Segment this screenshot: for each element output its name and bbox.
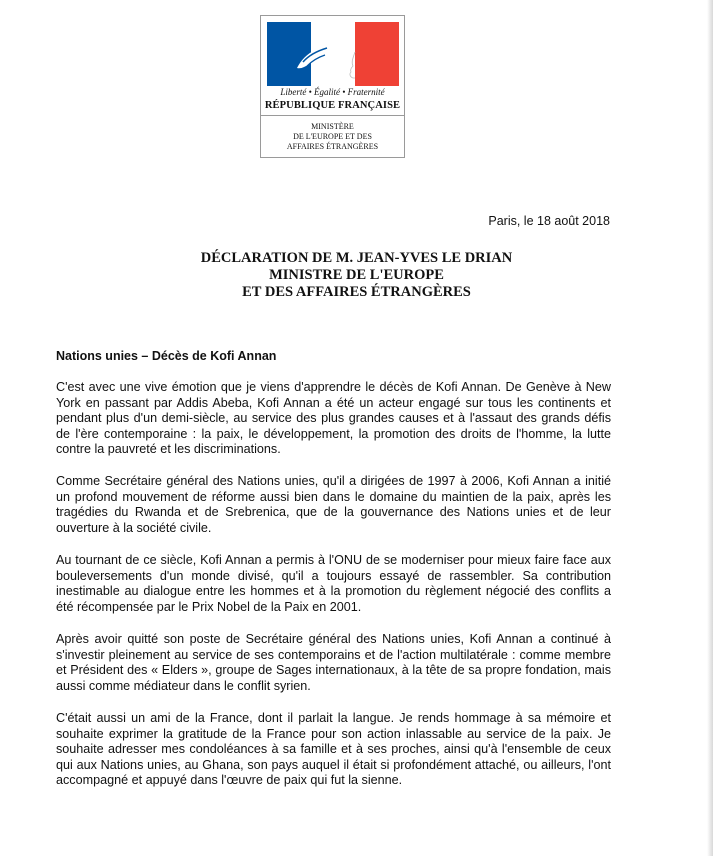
- republic-name: RÉPUBLIQUE FRANÇAISE: [264, 100, 401, 111]
- body-paragraph: Au tournant de ce siècle, Kofi Annan a permis à l'ONU de se moderniser pour mieux faire face aux bouleversements d'un monde divisé, qu'il a toujours essayé de rassembler. Sa contribution inestimable au dialogue entre les hommes et à la promotion du règlement négocié des conflits a été récompensée par le Prix Nobel de la Paix en 2001.: [56, 553, 611, 614]
- declaration-title: [0, 250, 713, 301]
- title-line: ET DES AFFAIRES ÉTRANGÈRES: [242, 284, 471, 300]
- flag-blue-band: [267, 22, 311, 86]
- ministry-line: DE L'EUROPE ET DES: [293, 132, 372, 141]
- body-paragraph: C'était aussi un ami de la France, dont il parlait la langue. Je rends hommage à sa mémoire et souhaite exprimer la gratitude de la France pour son action inlassable au service de la paix. Je souhaite adresser mes condoléances à sa famille et à ses proches, ainsi qu'à l'ensemble de ceux qui aux Nations unies, au Ghana, son pays auquel il était si profondément attaché, ou ailleurs, l'ont accompagné et appuyé dans l'œuvre de paix qui fut la sienne.: [56, 711, 611, 788]
- ministry-line: AFFAIRES ÉTRANGÈRES: [286, 142, 379, 151]
- title-line: MINISTRE DE L'EUROPE: [269, 267, 444, 283]
- body-paragraph: Après avoir quitté son poste de Secrétaire général des Nations unies, Kofi Annan a continué à s'investir pleinement au service de ses contemporains et de l'action multilatérale : comme membre et Président des « Elders », groupe de Sages internationaux, à la tête de sa propre fondation, mais aussi comme médiateur dans le conflit syrien.: [56, 632, 611, 693]
- logo-divider: [261, 115, 404, 116]
- republic-motto: Liberté • Égalité • Fraternité: [280, 87, 385, 97]
- ministry-logo: [260, 15, 405, 158]
- document-date: Paris, le 18 août 2018: [488, 214, 610, 228]
- ministry-line: MINISTÈRE: [311, 122, 354, 131]
- ministry-name: [261, 122, 404, 152]
- subject-heading: Nations unies – Décès de Kofi Annan: [56, 349, 277, 363]
- flag-red-band: [355, 22, 399, 86]
- page-edge-shadow: [707, 0, 713, 856]
- body-paragraph: Comme Secrétaire général des Nations unies, qu'il a dirigées de 1997 à 2006, Kofi Annan a initié un profond mouvement de réforme aussi bien dans le domaine du maintien de la paix, après les tragédies du Rwanda et de Srebrenica, que de la gouvernance des Nations unies et de leur ouverture à la société civile.: [56, 474, 611, 535]
- marianne-emblem-icon: [267, 22, 399, 86]
- body-paragraph: C'est avec une vive émotion que je viens d'apprendre le décès de Kofi Annan. De Genève à New York en passant par Addis Abeba, Kofi Annan a été un acteur engagé sur tous les continents et pendant plus d'un demi-siècle, au service des plus grandes causes et à l'assaut des grands défis de l'ère contemporaine : la paix, le développement, la promotion des droits de l'homme, la lutte contre la pauvreté et les discriminations.: [56, 380, 611, 457]
- title-line: DÉCLARATION DE M. JEAN-YVES LE DRIAN: [200, 250, 513, 266]
